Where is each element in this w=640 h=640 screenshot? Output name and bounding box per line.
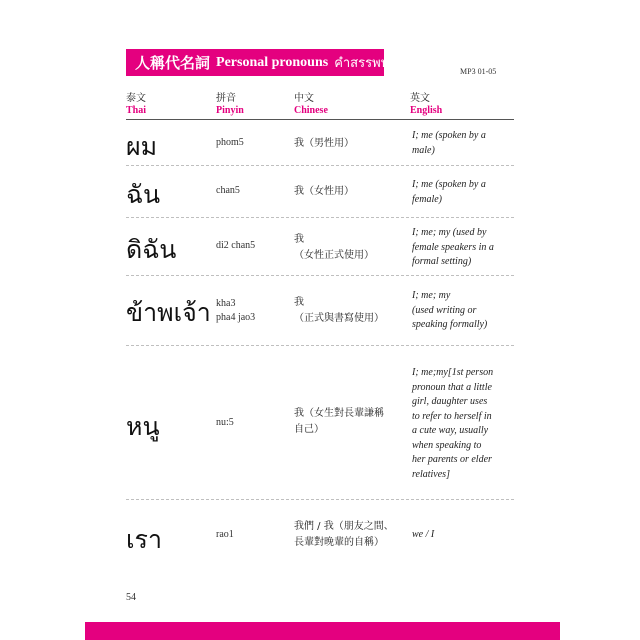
- chinese-line: 我: [294, 297, 304, 308]
- pinyin-cell: [216, 297, 255, 325]
- english-line: I; me; my: [412, 290, 451, 301]
- pinyin-cell: [216, 239, 255, 253]
- english-cell: [412, 178, 486, 207]
- english-cell: [412, 129, 486, 158]
- chinese-cell: [294, 184, 354, 200]
- column-header-en: English: [410, 105, 443, 116]
- pinyin-line: rao1: [216, 529, 234, 540]
- header-rule: [126, 119, 514, 120]
- row-divider: [126, 499, 514, 500]
- chinese-cell: [294, 519, 394, 550]
- english-line: I; me (spoken by a: [412, 130, 486, 141]
- pinyin-cell: [216, 528, 234, 542]
- column-header-zh: 英文: [410, 93, 430, 104]
- section-title-banner: [126, 49, 406, 76]
- english-line: (used writing or: [412, 304, 477, 316]
- pinyin-line: chan5: [216, 185, 240, 196]
- english-cell: [412, 226, 494, 270]
- english-line: I; me (spoken by a: [412, 179, 486, 190]
- english-line: pronoun that a little: [412, 381, 492, 393]
- chinese-line: 我（男性用）: [294, 138, 354, 149]
- page-number: 54: [126, 592, 136, 603]
- english-line: relatives]: [412, 468, 450, 480]
- column-header-english: [410, 94, 442, 116]
- column-header-en: Chinese: [294, 105, 328, 116]
- english-line: we / I: [412, 529, 435, 540]
- english-cell: [412, 366, 493, 482]
- english-cell: [412, 528, 434, 543]
- english-line: I; me;my[1st person: [412, 367, 494, 378]
- column-header-pinyin: [216, 94, 244, 116]
- row-divider: [126, 275, 514, 276]
- pinyin-cell: [216, 184, 240, 198]
- thai-word: ผม: [126, 132, 158, 161]
- english-line: girl, daughter uses: [412, 396, 488, 407]
- chinese-cell: [294, 406, 384, 437]
- pinyin-line: phom5: [216, 137, 244, 148]
- column-header-chinese: [294, 94, 328, 116]
- pinyin-line: kha3: [216, 298, 236, 309]
- pinyin-cell: [216, 416, 234, 430]
- chinese-line: （女性正式使用）: [294, 249, 374, 261]
- thai-word: ดิฉัน: [126, 235, 177, 264]
- title-chinese: 人稱代名詞: [135, 54, 211, 72]
- pinyin-line: di2 chan5: [216, 240, 256, 251]
- chinese-cell: [294, 232, 374, 263]
- chinese-line: 我們 / 我（朋友之間、: [294, 521, 394, 532]
- thai-word: หนู: [126, 412, 160, 441]
- english-line: formal setting): [412, 256, 472, 267]
- english-line: to refer to herself in: [412, 410, 492, 422]
- thai-word: ฉัน: [126, 180, 161, 209]
- chinese-line: 長輩對晚輩的自稱）: [294, 536, 384, 548]
- chinese-line: 自己）: [294, 423, 324, 435]
- title-thai: คำสรรพนาม: [334, 56, 406, 71]
- column-header-zh: 中文: [294, 93, 314, 104]
- english-line: her parents or elder: [412, 454, 492, 465]
- chinese-line: （正式與書寫使用）: [294, 312, 384, 324]
- row-divider: [126, 345, 514, 346]
- column-header-zh: 泰文: [126, 93, 146, 104]
- english-line: I; me; my (used by: [412, 227, 487, 238]
- row-divider: [126, 165, 514, 166]
- english-line: female speakers in a: [412, 241, 494, 253]
- thai-word: เรา: [126, 525, 163, 554]
- audio-track-label: MP3 01-05: [460, 67, 497, 76]
- chinese-line: 我: [294, 234, 304, 245]
- row-divider: [126, 217, 514, 218]
- pinyin-cell: [216, 136, 244, 150]
- pinyin-line: nu:5: [216, 417, 234, 428]
- english-line: when speaking to: [412, 439, 482, 451]
- chinese-cell: [294, 136, 354, 152]
- column-header-zh: 拼音: [216, 93, 236, 104]
- chinese-line: 我（女性用）: [294, 186, 354, 197]
- pinyin-line: pha4 jao3: [216, 312, 256, 323]
- thai-word: ข้าพเจ้า: [126, 298, 211, 327]
- chinese-line: 我（女生對長輩謙稱: [294, 408, 384, 419]
- english-line: a cute way, usually: [412, 425, 489, 436]
- chinese-cell: [294, 295, 384, 326]
- footer-accent-bar: [85, 622, 560, 640]
- column-header-en: Thai: [126, 105, 147, 116]
- english-line: male): [412, 144, 435, 156]
- english-cell: [412, 289, 487, 333]
- column-header-thai: [126, 94, 146, 116]
- title-english: Personal pronouns: [216, 54, 329, 70]
- column-header-en: Pinyin: [216, 105, 244, 116]
- english-line: speaking formally): [412, 319, 488, 330]
- english-line: female): [412, 193, 442, 205]
